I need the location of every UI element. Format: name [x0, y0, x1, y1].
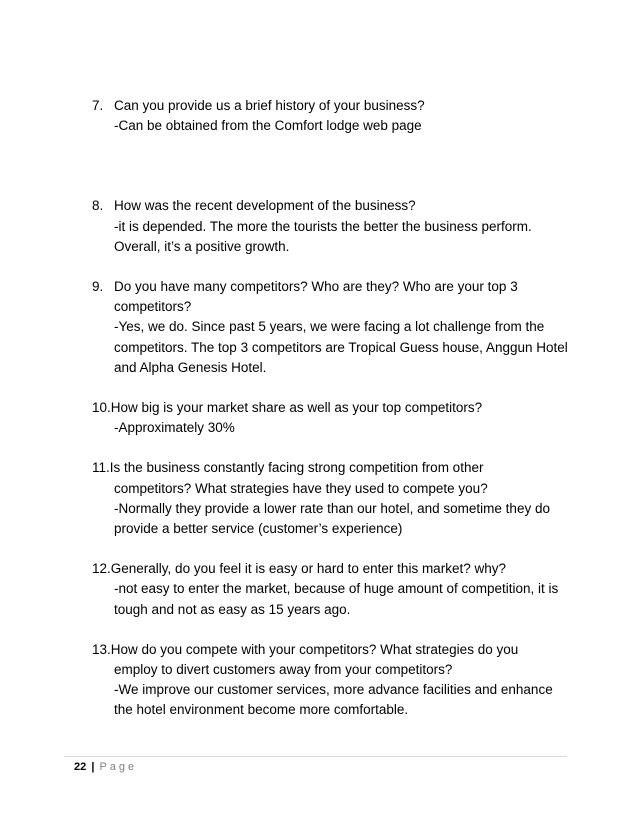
question-number: 12.: [92, 561, 111, 577]
question-item-9: [92, 277, 572, 378]
answer-text: -not easy to enter the market, because of huge amount of competition, it is: [114, 581, 559, 597]
question-text: How do you compete with your competitors? What strategies do you: [110, 641, 519, 657]
answer-text: -We improve our customer services, more advance facilities and enhance: [114, 682, 553, 698]
answer-block: [92, 418, 572, 438]
question-first-line: [92, 458, 572, 478]
answer-text: provide a better service (customer’s experience): [114, 521, 403, 537]
answer-text: -Yes, we do. Since past 5 years, we were facing a lot challenge from the: [114, 319, 545, 335]
question-first-line: [92, 640, 572, 660]
question-text: How was the recent development of the business?: [114, 198, 416, 214]
answer-text: Overall, it’s a positive growth.: [114, 238, 290, 254]
footer-separator: |: [91, 761, 95, 773]
spacer: [92, 539, 572, 559]
question-number: 9.: [92, 279, 104, 295]
page-number: 22: [74, 761, 87, 773]
question-item-7: [92, 96, 572, 136]
question-text: Do you have many competitors? Who are they? Who are your top 3: [114, 279, 518, 295]
page-label: Page: [99, 761, 138, 773]
answer-text: tough and not as easy as 15 years ago.: [114, 601, 351, 617]
answer-text: -Normally they provide a lower rate than our hotel, and sometime they do: [114, 500, 550, 516]
footer-divider: [64, 756, 567, 757]
questionnaire-list: [92, 96, 572, 721]
answer-text: -it is depended. The more the tourists the better the business perform.: [114, 218, 532, 234]
spacer: [92, 257, 572, 277]
question-text: Can you provide us a brief history of your business?: [114, 98, 425, 113]
spacer: [92, 620, 572, 640]
question-number: 8.: [92, 198, 104, 214]
question-text: How big is your market share as well as your top competitors?: [110, 400, 483, 416]
spacer: [92, 136, 572, 196]
answer-text: -Approximately 30%: [114, 420, 235, 436]
question-text: competitors?: [114, 299, 192, 315]
question-item-13: [92, 640, 572, 721]
question-first-line: [92, 559, 572, 579]
spacer: [92, 438, 572, 458]
answer-text: and Alpha Genesis Hotel.: [114, 359, 267, 375]
answer-block: [92, 579, 572, 619]
page-footer: [74, 760, 137, 774]
question-item-12: [92, 559, 572, 620]
question-text: Is the business constantly facing strong competition from other: [109, 460, 484, 476]
answer-block: [92, 479, 572, 540]
question-item-8: [92, 196, 572, 257]
question-first-line: [92, 398, 572, 418]
question-item-10: [92, 398, 572, 438]
question-item-11: [92, 458, 572, 539]
question-number: 13.: [92, 641, 111, 657]
spacer: [92, 378, 572, 398]
answer-text: -Can be obtained from the Comfort lodge web page: [114, 118, 422, 134]
question-text: employ to divert customers away from your competitors?: [114, 662, 453, 678]
question-number: 11.: [92, 460, 110, 476]
question-number: 7.: [92, 98, 104, 113]
question-number: 10.: [92, 400, 111, 416]
answer-text: the hotel environment become more comfortable.: [114, 702, 409, 718]
question-text: Generally, do you feel it is easy or hard to enter this market? why?: [110, 561, 506, 577]
question-text: competitors? What strategies have they used to compete you?: [114, 480, 488, 496]
answer-text: competitors. The top 3 competitors are Tropical Guess house, Anggun Hotel: [114, 339, 568, 355]
answer-block: [92, 660, 572, 721]
